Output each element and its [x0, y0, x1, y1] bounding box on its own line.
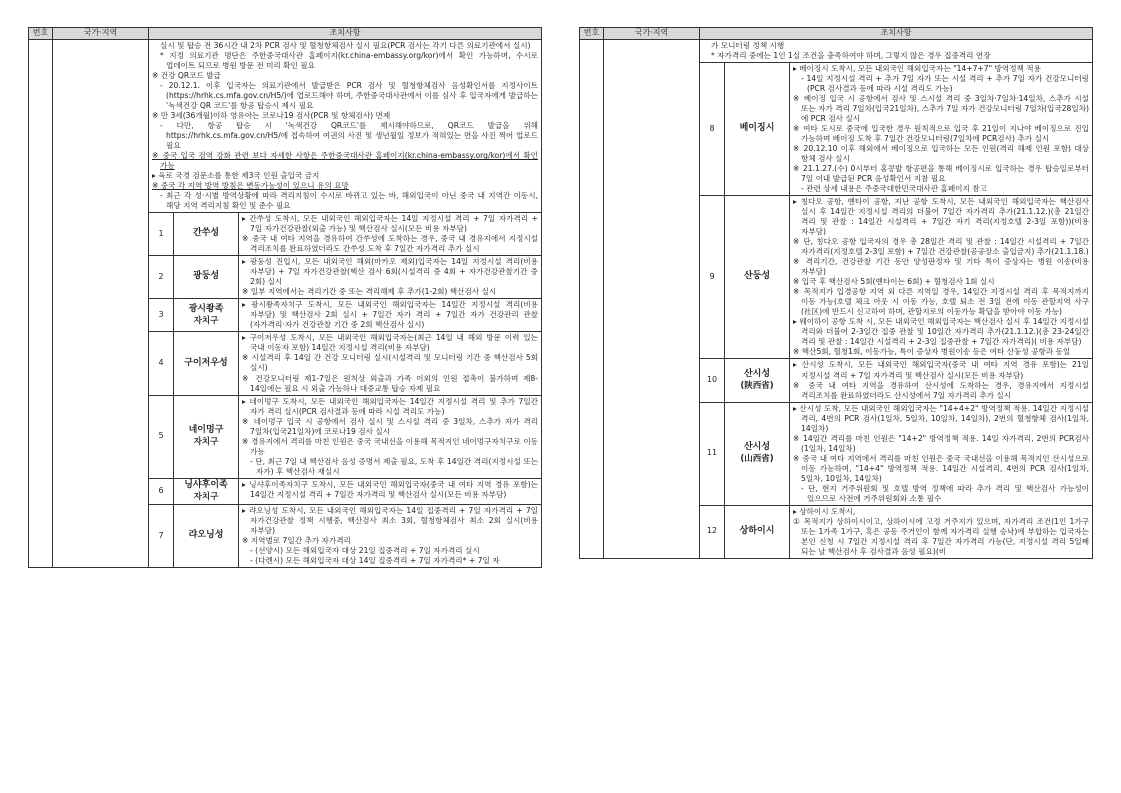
region-measures — [239, 213, 542, 256]
measure-line: ① 목적지가 상하이시이고, 상하이시에 고정 거주지가 있으며, 자가격리 조건(1인 1가구 또는 1가족 1가구, 혹은 공동 주거인이 함께 자가격리 실행 승낙)에 부합하는 입국자는 본인 신청 시 7일간 지정시설 격리 후 7일간 자가격리 가능(단, 지정시설 격리 5일째 되는 날 핵산검사 후 검사결과 음성 필요)(비 — [793, 516, 1089, 556]
region-measures — [239, 332, 542, 395]
region-name-text: 광시좡족 — [188, 303, 224, 314]
region-subname: (陕西省) — [740, 380, 774, 391]
measure-line: ※ 20.12.10 이후 해외에서 베이징으로 입국하는 모든 인원(격리 해제 인원 포함) 대상 항체 검사 실시 — [793, 144, 1089, 164]
header-row — [580, 28, 1093, 40]
region-subname: 자치구 — [193, 315, 219, 326]
measure-line: ※ 경유지에서 격리를 마친 인원은 중국 국내선을 이용해 목적지인 네이멍구자치구로 이동 가능 — [242, 436, 538, 456]
measure-line: ※ 지역별로 7일간 추가 자가격리 — [242, 535, 351, 545]
region-number: 11 — [700, 402, 725, 505]
measure-line: ※ 중국 내 여타 지역을 경유하여 산시성에 도착하는 경우, 경유지에서 지정시설 격리조치를 완료하였더라도 산시성에서 7일 자가격리 추가 실시 — [793, 380, 1089, 400]
measure-line: ※ 중국 입국 검역 강화 관련 보다 자세한 사항은 주한중국대사관 홈페이지(kr.china-embassy.org/kor)에서 확인 가능 — [152, 151, 538, 171]
measure-line: ▸ 웨이하이 공항 도착 시, 모든 내외국인 해외입국자는 핵산검사 실시 후 14일간 지정시설 격리와 더불어 2-3일간 집중 관찰 및 10일간 자가격리 추가(21.1.12.)(총 23-24일간 격리 및 관찰 : 14일간 시설격리 + 2-3일 집중관찰 + 7일간 자가격리)( 비용 자부담) — [793, 317, 1089, 347]
region-name-text: 상하이시 — [739, 525, 775, 536]
measure-line: ※ 입국 후 핵산검사 5회(옌타이는 6회) + 혈청검사 1회 실시 — [793, 277, 995, 287]
measure-line: ※ 만 3세(36개월)이하 영유아는 코로나19 검사(PCR 및 항체검사) 면제 — [152, 111, 391, 121]
region-name-text: 랴오닝성 — [188, 529, 224, 540]
region-subname: 자치구 — [193, 491, 219, 502]
region-name-text: 베이징시 — [739, 123, 775, 134]
region-name — [174, 504, 239, 567]
measure-line: ※ 격리기간, 건강관찰 기간 동안 양성판정자 및 기타 특이 증상자는 병원 이송(비용 자부담) — [793, 257, 1089, 277]
measure-line: ▸ 산시성 도착시, 모든 내외국인 해외입국자(중국 내 여타 지역 경유 포함)는 21일 지정시설 격리 + 7일 자가격리 및 핵산검사 실시(모든 비용 자부담) — [793, 360, 1089, 380]
measure-line: ※ 일부 지역에서는 격리기간 중 또는 격리해제 후 추가(1-2회) 핵산검사 실시 — [242, 287, 497, 297]
measure-line: ※ 중국 각 지역 방역 방침은 변동가능성이 있으니 유의 요망 — [152, 181, 349, 191]
region-name — [174, 299, 239, 332]
region-number: 2 — [149, 256, 174, 299]
measure-line: ※ 시설격리 후 14일 간 건강 모니터링 실시(시설격리 및 모니터링 기간 중 핵산검사 5회 실시) — [242, 353, 538, 373]
region-number: 10 — [700, 359, 725, 402]
region-measures — [790, 196, 1093, 359]
region-subname: (山西省) — [740, 453, 774, 464]
region-name — [725, 196, 790, 359]
region-measures — [239, 395, 542, 478]
left-table — [28, 27, 542, 568]
intro-row — [580, 40, 1093, 63]
header-country-region: 국가·지역 — [604, 28, 700, 40]
region-number: 8 — [700, 63, 725, 196]
header-row — [29, 28, 542, 40]
region-name — [174, 332, 239, 395]
region-number: 7 — [149, 504, 174, 567]
region-number: 1 — [149, 213, 174, 256]
region-measures — [790, 63, 1093, 196]
country-cell — [604, 40, 700, 559]
measure-line: ※ 14일간 격리를 마친 인원은 "14+2" 방역정책 적용. 14일 자가격리, 2번의 PCR검사(1일차, 14일차) — [793, 433, 1089, 453]
measure-line: - 14일 지정시설 격리 + 추가 7일 자가 또는 시설 격리 + 추가 7일 자가 건강모니터링(PCR 검사결과 등에 따라 시설 격리도 가능) — [801, 74, 1089, 94]
measure-line: ▸ 칭다오 공항, 옌타이 공항, 지난 공항 도착시, 모든 내외국인 해외입국자는 핵산검사 실시 후 14일간 지정시설 격리의 더불어 7일간 자가격리 추가(21.1.12.)(총 21일간 격리 및 관찰 : 14일간 시설격리 + 7일간 자기 격리(지정호텔 2-3일 포함))(비용 자부담) — [793, 197, 1089, 237]
region-name-text: 닝샤후이족 — [184, 479, 228, 490]
measure-line: * 자가격리 중에는 1인 1실 조건을 충족하여야 하며, 그렇지 않은 경우 집중격리 연장 — [711, 51, 991, 61]
measure-line: - 다만, 항공 탑승 시 '녹색건강 QR코드'를 제시해야하므로, QR코드 발급을 위해 https://hrhk.cs.mfa.gov.cn/H5/에 접속하여 여권의 사진 및 생년월일 정보가 적혀있는 면을 사진 찍어 업로드 필요 — [160, 121, 538, 151]
measure-line: - 단, 현지 거주위원회 및 호텔 방역 정책에 따라 추가 격리 및 핵산검사 가능성이 있으므로 사전에 거주위원회와 소통 필수 — [801, 483, 1089, 503]
region-name — [174, 256, 239, 299]
measure-line: ※ 중국 내 여타 지역을 경유하여 간쑤성에 도착하는 경우, 중국 내 경유지에서 지정시설 격리조치를 완료하였더라도 간쑤성 도착 후 7일간 자가격리 추가 실시 — [242, 234, 538, 254]
region-measures — [790, 505, 1093, 558]
number-cell — [580, 40, 604, 559]
intro-measures — [149, 40, 542, 213]
region-number: 12 — [700, 505, 725, 558]
measure-line: ※ 목적지가 입경공항 지역 외 다른 지역일 경우, 14일간 지정시설 격리 후 목적지까지 이동 가능(호텔 체크 아웃 시 이동 가능, 호텔 퇴소 전 3일 전에 이동 관할지역 사구(社区)에 반드시 신고하여 하며, 관할지로의 이동가능 확답을 받아야 이동 가능) — [793, 287, 1089, 317]
measure-line: ※ 21.1.27.(수) 0시부터 홍콩발 항공편을 통해 베이징시로 입국하는 경우 탑승일로부터 7일 이내 발급된 PCR 음성확인서 지참 필요 — [793, 164, 1089, 184]
measure-line: ▸ 간쑤성 도착시, 모든 내외국인 해외입국자는 14일 지정시설 격리 + 7일 자가격리 + 7일 자가건강관찰(외출 가능) 및 핵산검사 실시(모든 비용 자부담) — [242, 214, 538, 234]
measure-line: ▸ 광둥성 진입시, 모든 내외국인 해외(마카오 제외)입국자는 14일 지정시설 격리(비용 자부담) + 7일 자가건강관찰(핵산 검사 6회(시설격리 중 4회 + 자가건강관찰기간 중 2회) 실시 — [242, 257, 538, 287]
measure-line: - 단, 최근 7일 내 핵산검사 음성 증명서 제출 필요, 도착 후 14일간 격리(지정시설 또는 자가) 후 핵산검사 재실시 — [250, 456, 538, 476]
region-name — [725, 63, 790, 196]
intro-measures — [700, 40, 1093, 63]
measure-line: - 최근 각 성·시별 방역상황에 따라 격리지침이 수시로 바뀌고 있는 바, 해외입국이 아닌 중국 내 지역간 이동시, 해당 지역 격리지침 확인 및 준수 필요 — [160, 191, 538, 211]
region-name-text: 간쑤성 — [192, 228, 220, 239]
country-cell — [53, 40, 149, 568]
measure-line: 실시 및 탑승 전 36시간 내 2차 PCR 검사 및 혈청항체검사 실시 필요(PCR 검사는 각기 다른 의료기관에서 실시) — [160, 41, 531, 50]
header-country-region: 국가·지역 — [53, 28, 149, 40]
region-measures — [790, 359, 1093, 402]
header-no: 번호 — [29, 28, 53, 40]
region-measures — [239, 478, 542, 504]
region-name — [725, 505, 790, 558]
region-name-text: 광둥성 — [192, 271, 220, 282]
measure-line: ※ 건강모니터링 제1-7일은 원칙상 외출과 가족 이외의 인원 접촉이 불가하며 제8-14일에는 필요 시 외출 가능하나 대중교통 탑승 자제 필요 — [242, 373, 538, 393]
region-name-text: 산시성 — [743, 442, 771, 453]
region-name-text: 산시성 — [743, 368, 771, 379]
region-name — [174, 478, 239, 504]
measure-line: - (선양시) 모든 해외입국자 대상 21일 집중격리 + 7일 자가격리 실시 — [250, 545, 480, 555]
measure-line: ※ 여타 도시로 중국에 입국한 경우 원칙적으로 입국 후 21일이 지나야 베이징으로 진입 가능하며 베이징 도착 후 7일간 건강모니터링(7일차에 PCR검사) 추가 실시 — [793, 124, 1089, 144]
measure-line: ※ 베이징 입국 시 공항에서 검사 및 스시설 격리 중 3일차·7일차·14일차, 스추가 시설 또는 자가 격리 7일차(입국21일차), 스추가 7일 자가 건강모니터링 7일차(입국28일차)에 PCR 검사 실시 — [793, 94, 1089, 124]
intro-row — [29, 40, 542, 213]
region-subname: 자치구 — [193, 436, 219, 447]
measure-line: ▸ 랴오닝성 도착시, 모든 내외국인 해외입국자는 14일 집중격리 + 7일 자가격리 + 7일 자가건강관찰 정책 시행중, 핵산검사 최소 3회, 혈청항체검사 최소 2회 실시(비용 자부담) — [242, 505, 538, 535]
header-measures: 조치사항 — [700, 28, 1093, 40]
region-name-text: 구이저우성 — [184, 357, 228, 368]
measure-line: ▸ 육로 국경 검문소를 통한 제3국 인원 출입국 금지 — [152, 171, 320, 181]
measure-line: ▸ 닝샤후이족자치구 도착시, 모든 내외국인 해외입국자(중국 내 여타 지역 경유 포함)는 14일간 지정시설 격리 + 7일간 자가격리 및 핵산검사 실시(모든 비용 자부담) — [242, 479, 538, 499]
measure-line: 가 모니터링 정책 시행 — [711, 41, 785, 50]
region-name — [725, 359, 790, 402]
region-measures — [239, 256, 542, 299]
region-measures — [239, 504, 542, 567]
measure-line: * 지정 의료기관 명단은 주한중국대사관 홈페이지(kr.china-embassy.org/kor)에서 확인 가능하며, 수시로 업데이트 되므로 병원 방문 전 미리 확인 필요 — [160, 51, 538, 71]
number-cell — [29, 40, 53, 568]
header-no: 번호 — [580, 28, 604, 40]
right-table — [579, 27, 1093, 559]
measure-line: - 관련 상세 내용은 주중국대한민국대사관 홈페이지 참고 — [801, 184, 987, 194]
region-name-text: 네이멍구 — [188, 425, 224, 436]
region-number: 5 — [149, 395, 174, 478]
region-name — [725, 402, 790, 505]
measure-line: ※ 네이멍구 입국 시 공항에서 검사 실시 및 스시설 격리 중 3일차, 스추가 자가 격리 7일차(입국21일차)에 코로나19 검사 실시 — [242, 416, 538, 436]
measure-line: ▸ 광시좡족자치구 도착시, 모든 내외국인 해외입국자는 14일간 지정시설 격리(비용 자부담) 및 핵산검사 2회 실시 + 7일간 자가 격리 + 7일간 자가 건강관리 관찰(자가격리·자가 건강관찰 기간 중 2회 핵산검사 실시) — [242, 300, 538, 330]
region-name-text: 산둥성 — [743, 271, 771, 282]
measure-line: ※ 핵산5회, 혈청1회, 이동가능, 특이 증상자 병원이송 등은 여타 산둥성 공항과 동일 — [793, 347, 1071, 357]
measure-line: ※ 단, 칭다오 공항 입국자의 경우 총 28일간 격리 및 관찰 : 14일간 시설격리 + 7일간 자가격리(지정호텔 2-3일 포함) + 7일간 건강관찰(공공장소 출입금지) 추가(21.1.18.) — [793, 237, 1089, 257]
region-measures — [790, 402, 1093, 505]
region-number: 6 — [149, 478, 174, 504]
region-number: 4 — [149, 332, 174, 395]
region-number: 3 — [149, 299, 174, 332]
measure-line: - (다롄시) 모든 해외입국자 대상 14일 집중격리 + 7일 자가격리* + 7일 자 — [250, 555, 500, 565]
header-measures: 조치사항 — [149, 28, 542, 40]
region-name — [174, 395, 239, 478]
measure-line: ▸ 산시성 도착, 모든 내외국인 해외입국자는 "14+4+2" 방역정책 적용. 14일간 지정시설 격리, 4번의 PCR 검사(1일차, 5일차, 10일차, 14일차), 2번의 혈청항체 검사(1일차, 14일차) — [793, 403, 1089, 433]
measure-line: - 20.12.1. 이후 입국자는 의료기관에서 발급받은 PCR 검사 및 혈청항체검사 음성확인서를 지정사이트(https://hrhk.cs.mfa.gov.cn/H5/)에 업로드해야 하며, 주한중국대사관에서 이를 심사 후 입국자에게 발급하는 '녹색건강 QR 코드'를 항공 탑승시 제시 필요 — [160, 81, 538, 111]
region-measures — [239, 299, 542, 332]
measure-line: ※ 건강 QR코드 발급 — [152, 71, 221, 81]
region-name — [174, 213, 239, 256]
measure-line: ▸ 상하이시 도착시, — [793, 506, 856, 516]
measure-line: ※ 중국 내 여타 지역에서 격리를 마친 인원은 중국 국내선을 이용해 목적지인 산시성으로 이동 가능하며, "14+4" 방역정책 적용. 14일간 시설격리, 4번의 PCR 검사(1일차, 5일차, 10일차, 14일차) — [793, 453, 1089, 483]
measure-line: ▸ 베이징시 도착시, 모든 내외국인 해외입국자는 "14+7+7" 방역정책 적용 — [793, 64, 1041, 74]
measure-line: ▸ 네이멍구 도착시, 모든 내외국인 해외입국자는 14일간 지정시설 격리 및 추가 7일간 자가 격리 실시(PCR 검사결과 등에 따라 시설 격리도 가능) — [242, 396, 538, 416]
region-number: 9 — [700, 196, 725, 359]
measure-line: ▸ 구이저우성 도착시, 모든 내외국인 해외입국자는(최근 14일 내 해외 방문 이력 있는 국내 이동자 포함) 14일간 지정시설 격리(비용 자부담) — [242, 333, 538, 353]
